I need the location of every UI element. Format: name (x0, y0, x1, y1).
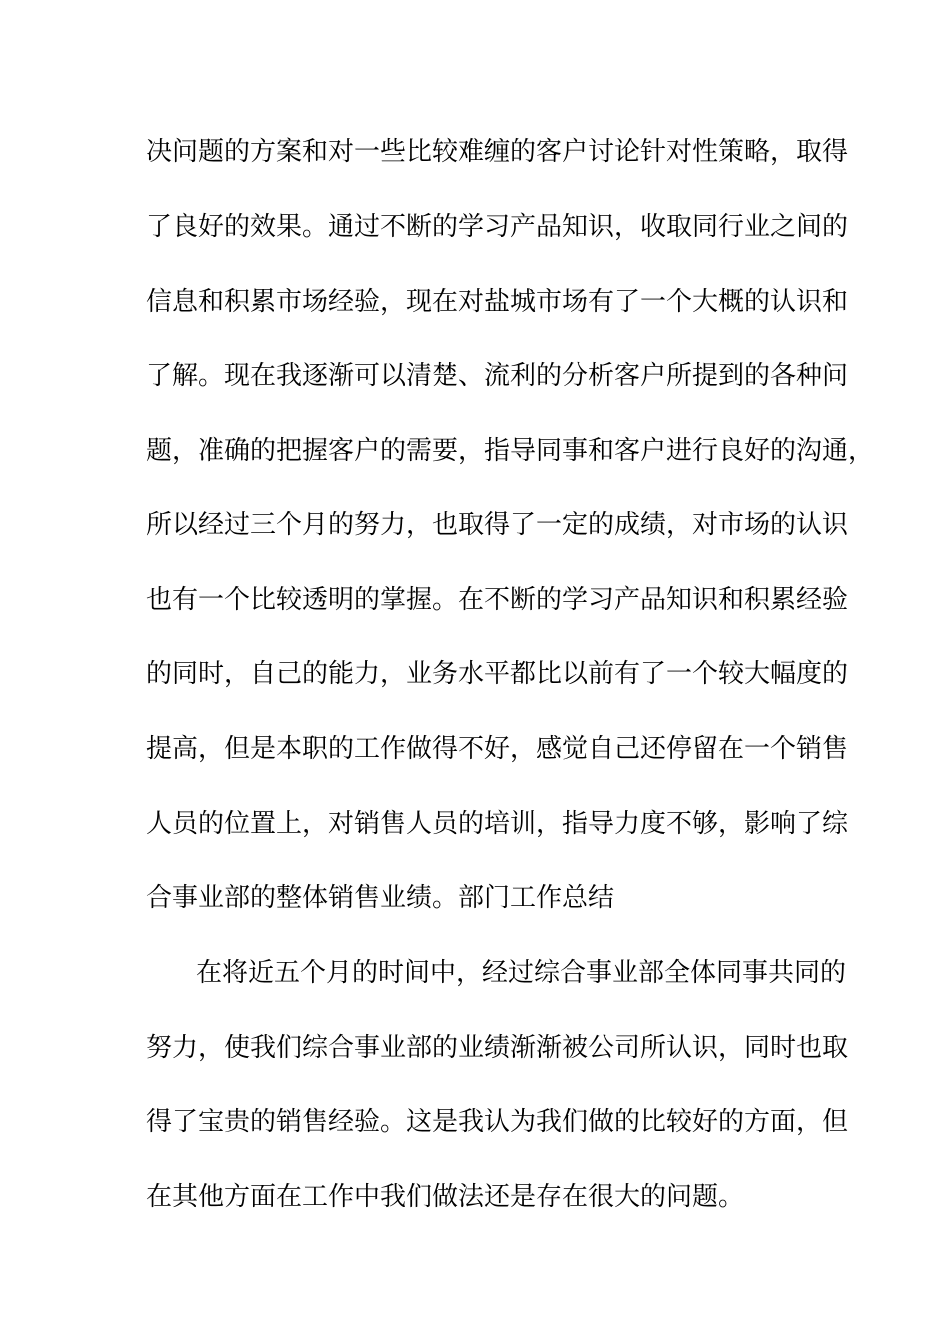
paragraph-1-line-2: 了良好的效果。通过不断的学习产品知识，收取同行业之间的 (146, 212, 849, 242)
paragraph-1-line-5: 题，准确的把握客户的需要，指导同事和客户进行良好的沟通， (146, 436, 875, 466)
paragraph-2-line-4: 在其他方面在工作中我们做法还是存在很大的问题。 (146, 1182, 745, 1212)
paragraph-2-line-1: 在将近五个月的时间中，经过综合事业部全体同事共同的 (196, 958, 847, 988)
paragraph-1-line-7: 也有一个比较透明的掌握。在不断的学习产品知识和积累经验 (146, 585, 849, 615)
paragraph-2-line-2: 努力，使我们综合事业部的业绩渐渐被公司所认识，同时也取 (146, 1033, 849, 1063)
paragraph-1-line-6: 所以经过三个月的努力，也取得了一定的成绩，对市场的认识 (146, 510, 849, 540)
paragraph-1-line-11: 合事业部的整体销售业绩。部门工作总结 (146, 883, 615, 913)
paragraph-1-line-10: 人员的位置上，对销售人员的培训，指导力度不够，影响了综 (146, 809, 849, 839)
paragraph-1-line-8: 的同时，自己的能力，业务水平都比以前有了一个较大幅度的 (146, 659, 849, 689)
paragraph-1-line-4: 了解。现在我逐渐可以清楚、流利的分析客户所提到的各种问 (146, 361, 849, 391)
paragraph-1-line-3: 信息和积累市场经验，现在对盐城市场有了一个大概的认识和 (146, 287, 849, 317)
paragraph-2-line-3: 得了宝贵的销售经验。这是我认为我们做的比较好的方面，但 (146, 1107, 849, 1137)
paragraph-1-line-1: 决问题的方案和对一些比较难缠的客户讨论针对性策略，取得 (146, 137, 849, 167)
paragraph-1-line-9: 提高，但是本职的工作做得不好，感觉自己还停留在一个销售 (146, 734, 849, 764)
